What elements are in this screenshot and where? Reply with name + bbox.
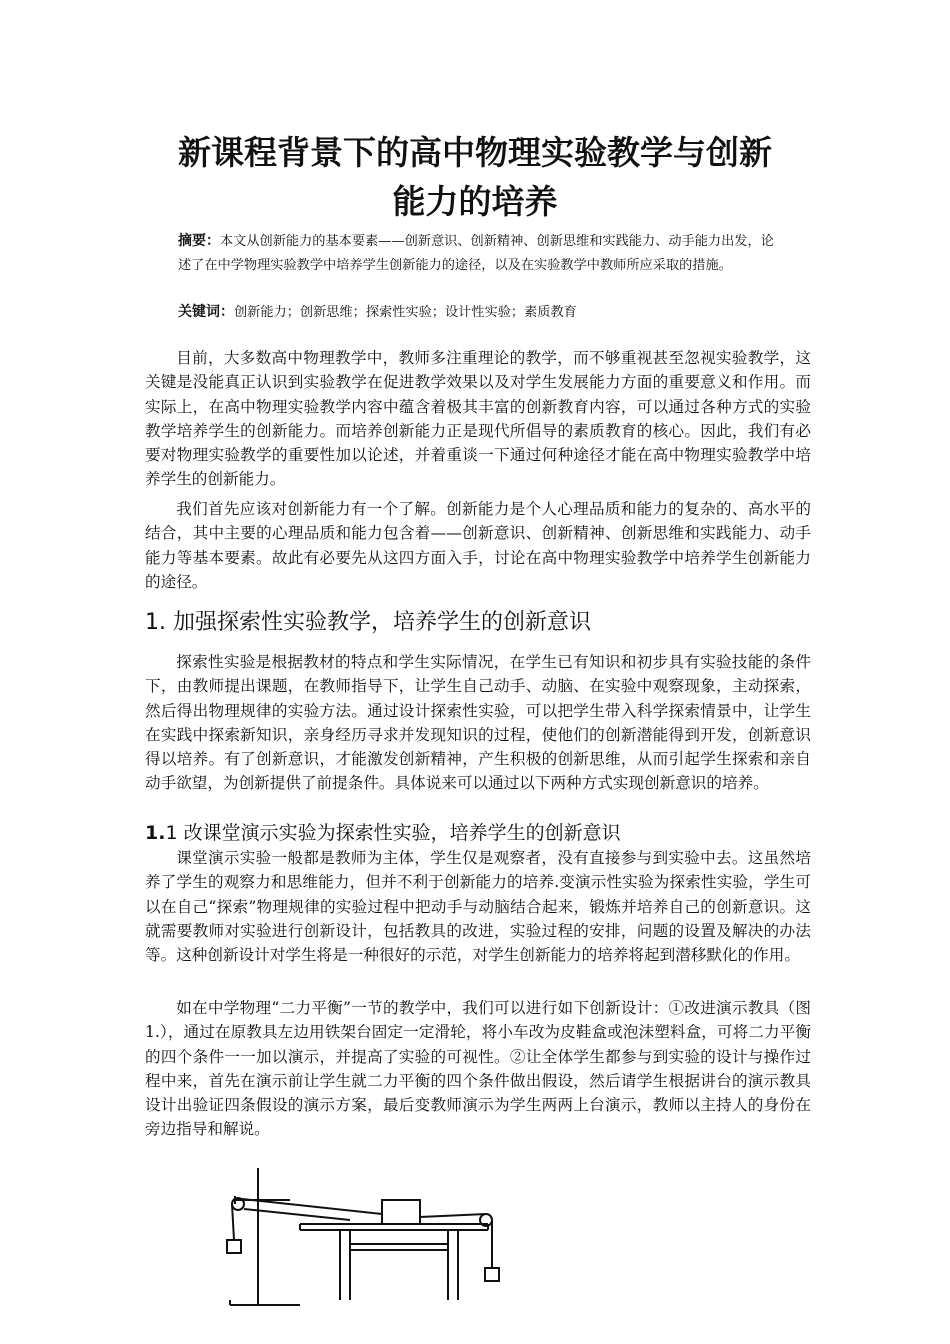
- keywords: [178, 301, 782, 324]
- title-line-1: 新课程背景下的高中物理实验教学与创新: [178, 133, 772, 172]
- two-force-balance-apparatus-icon: [220, 1162, 520, 1322]
- keywords-text: 创新能力；创新思维；探索性实验；设计性实验；素质教育: [234, 305, 577, 320]
- abstract-label: 摘要：: [178, 233, 220, 249]
- keywords-label: 关键词：: [178, 304, 234, 320]
- title-line-2: 能力的培养: [392, 182, 558, 221]
- paragraph-5: 如在中学物理“二力平衡”一节的教学中，我们可以进行如下创新设计：①改进演示教具（图1.），通过在原教具左边用铁架台固定一定滑轮，将小车改为皮鞋盒或泡沫塑料盒，可将二力平衡的四个条件一一加以演示，并提高了实验的可视性。②让全体学生都参与到实验的设计与操作过程中来，首先在演示前让学生就二力平衡的四个条件做出假设，然后请学生根据讲台的演示教具设计出验证四条假设的演示方案，最后变教师演示为学生两两上台演示，教师以主持人的身份在旁边指导和解说。: [145, 999, 811, 1139]
- abstract: [178, 229, 782, 278]
- paragraph-3: 探索性实验是根据教材的特点和学生实际情况，在学生已有知识和初步具有实验技能的条件下，由教师提出课题，在教师指导下，让学生自己动手、动脑、在实验中观察现象，主动探索，然后得出物理规律的实验方法。通过设计探索性实验，可以把学生带入科学探索情景中，让学生在实践中探索新知识，亲身经历寻求并发现知识的过程，使他们的创新潜能得到开发，创新意识得以培养。有了创新意识，才能激发创新精神，产生积极的创新思维，从而引起学生探索和亲自动手欲望，为创新提供了前提条件。具体说来可以通过以下两种方式实现创新意识的培养。: [145, 653, 811, 793]
- abstract-text: 本文从创新能力的基本要素——创新意识、创新精神、创新思维和实践能力、动手能力出发，论述了在中学物理实验教学中培养学生创新能力的途径，以及在实验教学中教师所应采取的措施。: [178, 234, 774, 273]
- paragraph-1: 目前，大多数高中物理教学中，教师多注重理论的教学，而不够重视甚至忽视实验教学，这关键是没能真正认识到实验教学在促进教学效果以及对学生发展能力方面的重要意义和作用。而实际上，在高中物理实验教学内容中蕴含着极其丰富的创新教育内容，可以通过各种方式的实验教学培养学生的创新能力。而培养创新能力正是现代所倡导的素质教育的核心。因此，我们有必要对物理实验教学的重要性加以论述，并着重谈一下通过何种途径才能在高中物理实验教学中培养学生的创新能力。: [145, 349, 811, 489]
- subsection-number: 1.: [145, 822, 166, 844]
- paragraph-2: 我们首先应该对创新能力有一个了解。创新能力是个人心理品质和能力的复杂的、高水平的结合，其中主要的心理品质和能力包含着——创新意识、创新精神、创新思维和实践能力、动手能力等基本要素。故此有必要先从这四方面入手，讨论在高中物理实验教学中培养学生创新能力的途径。: [145, 500, 811, 591]
- page-title: [140, 128, 810, 226]
- paragraph-4: 课堂演示实验一般都是教师为主体，学生仅是观察者，没有直接参与到实验中去。这虽然培养了学生的观察力和思维能力，但并不利于创新能力的培养.变演示性实验为探索性实验，学生可以在自己“探索”物理规律的实验过程中把动手与动脑结合起来，锻炼并培养自己的创新意识。这就需要教师对实验进行创新设计，包括教具的改进，实验过程的安排，问题的设置及解决的办法等。这种创新设计对学生将是一种很好的示范，对学生创新能力的培养将起到潜移默化的作用。: [145, 849, 811, 965]
- subsection-title: 1 改课堂演示实验为探索性实验，培养学生的创新意识: [165, 822, 621, 844]
- subsection-heading-1-1: [145, 820, 621, 846]
- section-heading-1: 1. 加强探索性实验教学，培养学生的创新意识: [145, 610, 591, 635]
